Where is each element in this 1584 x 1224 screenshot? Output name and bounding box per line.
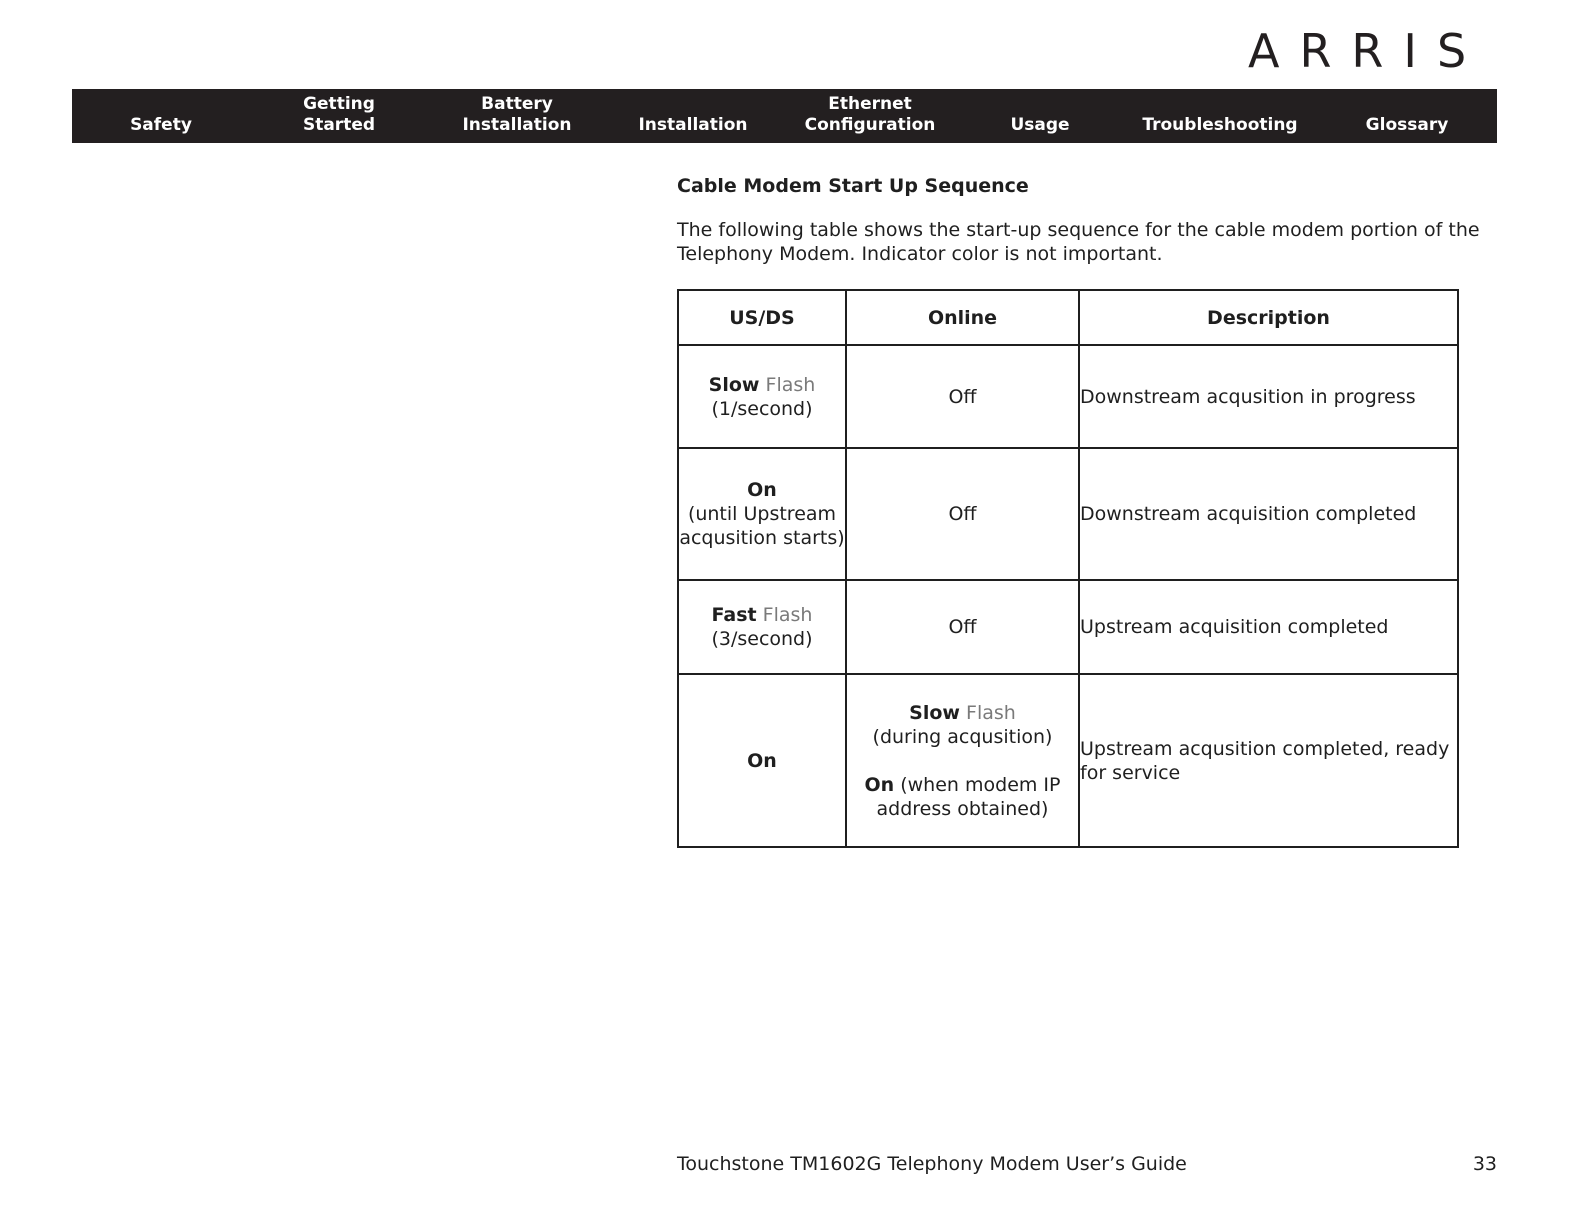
description-text: Upstream acqusition completed, ready for service: [1080, 737, 1450, 784]
section-nav-bar: [72, 89, 1497, 143]
usds-state: Fast: [711, 604, 757, 626]
usds-mode: Flash: [765, 373, 816, 396]
description-cell: [1079, 448, 1458, 580]
arris-logo: ARRIS: [1248, 24, 1487, 78]
section-title: Cable Modem Start Up Sequence: [677, 175, 1029, 197]
header-usds: US/DS: [678, 290, 846, 345]
description-cell: [1079, 345, 1458, 448]
table-header-row: [678, 290, 1458, 345]
usds-mode: Flash: [762, 604, 813, 626]
description-text: Upstream acquisition completed: [1080, 616, 1389, 638]
description-cell: [1079, 580, 1458, 674]
online-state: Off: [948, 385, 977, 408]
online-state-2: On: [864, 773, 895, 796]
nav-tab-usage[interactable]: Usage: [1010, 115, 1070, 135]
description-cell: [1079, 674, 1458, 847]
table-row: [678, 580, 1458, 674]
nav-tab-getting-started[interactable]: Getting Started: [302, 94, 376, 135]
table-row: [678, 345, 1458, 448]
online-cell: [846, 448, 1079, 580]
nav-tab-safety[interactable]: Safety: [130, 115, 192, 135]
usds-note: (3/second): [711, 628, 813, 650]
header-online: Online: [846, 290, 1079, 345]
online-cell: [846, 674, 1079, 847]
online-note-2: (when modem IP address obtained): [876, 773, 1061, 820]
online-note: (during acqusition): [872, 725, 1053, 748]
usds-state: On: [747, 479, 777, 501]
description-text: Downstream acquisition completed: [1080, 503, 1417, 525]
online-cell: [846, 345, 1079, 448]
usds-cell: [678, 448, 846, 580]
usds-state: On: [747, 749, 777, 772]
intro-paragraph: The following table shows the start-up sequence for the cable modem portion of the Telephony Modem. Indicator color is not important.: [677, 219, 1480, 265]
usds-cell: [678, 674, 846, 847]
header-description: Description: [1079, 290, 1458, 345]
usds-cell: [678, 345, 846, 448]
description-text: Downstream acqusition in progress: [1080, 385, 1416, 408]
footer-guide-title: Touchstone TM1602G Telephony Modem User’s Guide: [677, 1153, 1187, 1175]
usds-cell: [678, 580, 846, 674]
online-mode: Flash: [966, 701, 1016, 724]
nav-tab-battery-installation[interactable]: Battery Installation: [462, 94, 572, 135]
online-state: Off: [948, 503, 977, 525]
line-spacer: [847, 749, 1078, 773]
usds-note: (until Upstream acqusition starts): [679, 503, 845, 549]
online-cell: [846, 580, 1079, 674]
table-row: [678, 674, 1458, 847]
online-state: Off: [948, 616, 977, 638]
online-state: Slow: [909, 701, 960, 724]
nav-tab-troubleshooting[interactable]: Troubleshooting: [1142, 115, 1298, 135]
nav-tab-glossary[interactable]: Glossary: [1365, 115, 1449, 135]
page-number: 33: [1472, 1153, 1497, 1175]
table-row: [678, 448, 1458, 580]
usds-note: (1/second): [711, 397, 813, 420]
nav-tab-ethernet-configuration[interactable]: Ethernet Configuration: [804, 94, 936, 135]
startup-sequence-table: [677, 289, 1459, 848]
usds-state: Slow: [708, 373, 760, 396]
nav-tab-installation[interactable]: Installation: [638, 115, 748, 135]
